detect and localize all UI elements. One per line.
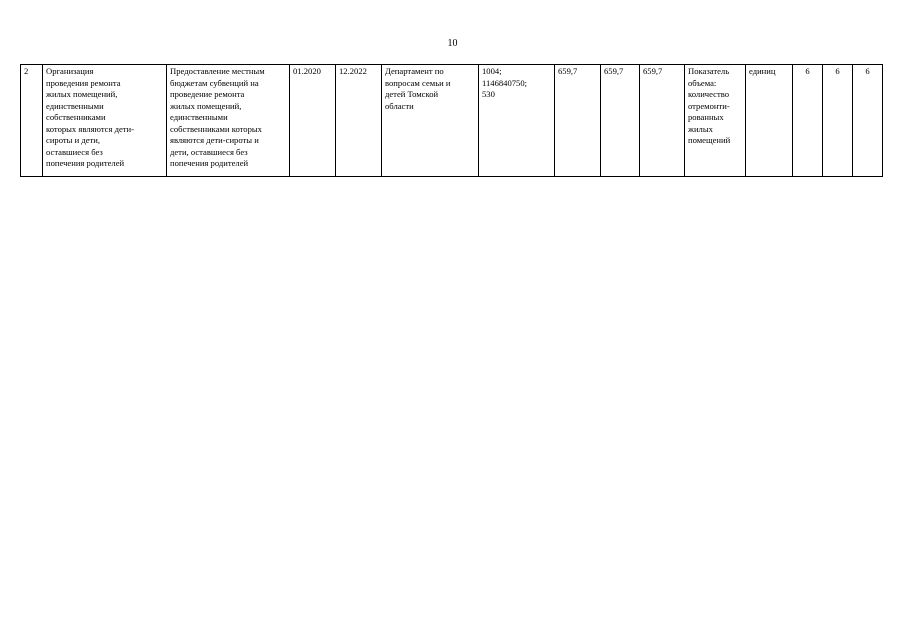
measure-line: Предоставление местным xyxy=(170,66,265,76)
executor-cell xyxy=(382,65,479,177)
budget-code-line: 1004; xyxy=(482,66,502,76)
amount-cell-1: 659,7 xyxy=(555,65,601,177)
measure-line: попечения родителей xyxy=(170,158,249,168)
activity-name-cell xyxy=(43,65,167,177)
program-table xyxy=(20,64,883,177)
measure-line: проведение ремонта xyxy=(170,89,245,99)
indicator-line: рованных xyxy=(688,112,724,122)
activity-name-line: сироты и дети, xyxy=(46,135,101,145)
activity-name-line: проведения ремонта xyxy=(46,77,121,88)
activity-name-line: единственными xyxy=(46,100,104,111)
indicator-cell xyxy=(685,65,746,177)
amount-cell-3: 659,7 xyxy=(640,65,685,177)
activity-name-line: собственниками xyxy=(46,112,106,122)
indicator-line: количество xyxy=(688,89,730,99)
activity-name-line: оставшиеся без xyxy=(46,146,103,157)
indicator-line: объема: xyxy=(688,77,717,88)
activity-name-line: которых являются дети- xyxy=(46,123,135,134)
page-number: 10 xyxy=(447,38,458,49)
amount-cell-2: 659,7 xyxy=(601,65,640,177)
budget-code-line: 1146840750; xyxy=(482,77,528,88)
executor-line: Департамент по xyxy=(385,66,444,76)
unit-cell: единиц xyxy=(746,65,793,177)
measure-line: жилых помещений, xyxy=(170,100,242,111)
executor-line: детей Томской xyxy=(385,89,439,99)
value-cell-2: 6 xyxy=(823,65,853,177)
budget-code-line: 530 xyxy=(482,89,495,99)
table-row xyxy=(21,65,883,177)
indicator-line: жилых xyxy=(688,123,713,134)
activity-name-line: Организация xyxy=(46,66,94,76)
indicator-line: помещений xyxy=(688,135,731,145)
measure-cell xyxy=(167,65,290,177)
activity-name-line: попечения родителей xyxy=(46,158,125,168)
measure-line: единственными xyxy=(170,112,228,122)
measure-line: собственниками которых xyxy=(170,123,262,134)
budget-code-cell xyxy=(479,65,555,177)
measure-line: дети, оставшиеся без xyxy=(170,146,248,157)
end-date-cell: 12.2022 xyxy=(336,65,382,177)
indicator-line: Показатель xyxy=(688,66,730,76)
executor-line: области xyxy=(385,100,414,111)
indicator-line: отремонти- xyxy=(688,100,730,111)
measure-line: являются дети-сироты и xyxy=(170,135,259,145)
activity-name-line: жилых помещений, xyxy=(46,89,118,99)
row-index-cell: 2 xyxy=(21,65,43,177)
executor-line: вопросам семьи и xyxy=(385,77,451,88)
measure-line: бюджетам субвенций на xyxy=(170,77,259,88)
value-cell-3: 6 xyxy=(853,65,883,177)
start-date-cell: 01.2020 xyxy=(290,65,336,177)
value-cell-1: 6 xyxy=(793,65,823,177)
